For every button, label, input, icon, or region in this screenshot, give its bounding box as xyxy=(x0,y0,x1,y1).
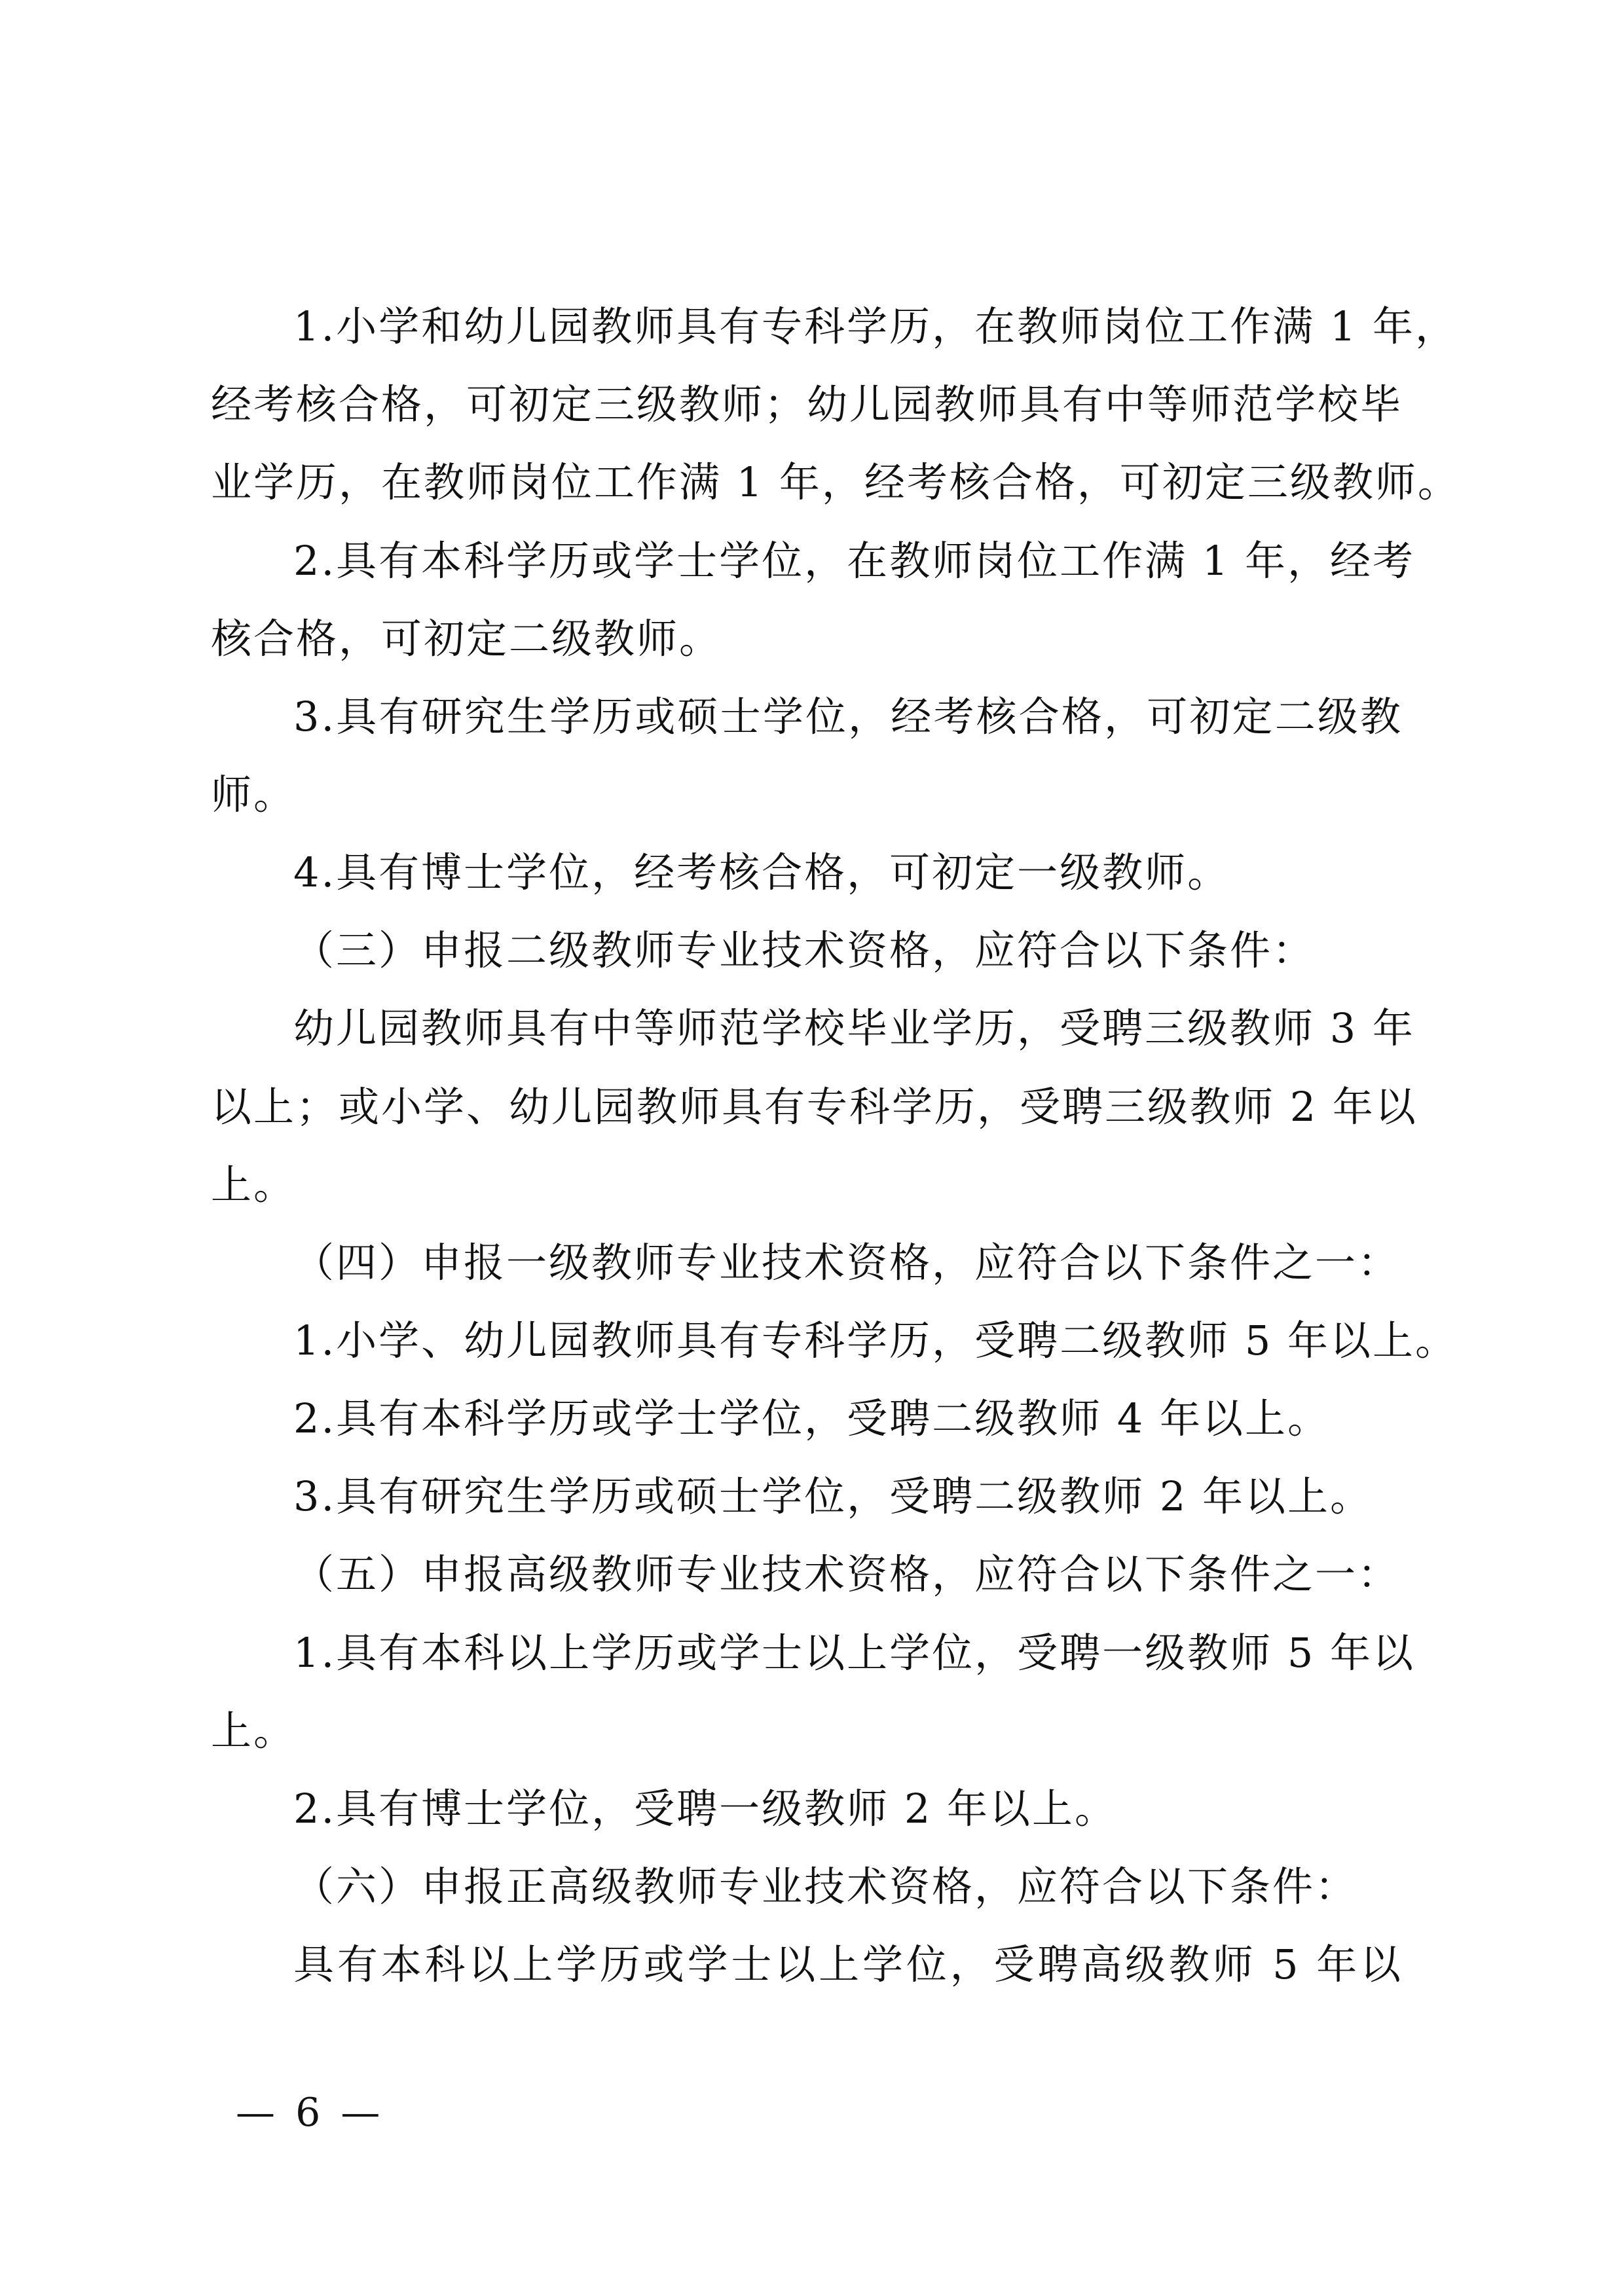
text-line-19: 上。 xyxy=(211,1707,297,1755)
section-heading-6: （六）申报正高级教师专业技术资格，应符合以下条件： xyxy=(293,1863,1358,1910)
text-line-11: 以上；或小学、幼儿园教师具有专科学历，受聘三级教师 2 年以 xyxy=(211,1083,1418,1131)
text-line-18: 1.具有本科以上学历或学士以上学位，受聘一级教师 5 年以 xyxy=(293,1629,1416,1677)
text-line-4: 2.具有本科学历或学士学位，在教师岗位工作满 1 年，经考 xyxy=(293,537,1416,585)
text-line-10: 幼儿园教师具有中等师范学校毕业学历，受聘三级教师 3 年 xyxy=(293,1004,1415,1052)
text-line-2: 经考核合格，可初定三级教师；幼儿园教师具有中等师范学校毕 xyxy=(211,380,1403,428)
text-line-1: 1.小学和幼儿园教师具有专科学历，在教师岗位工作满 1 年， xyxy=(293,302,1458,350)
section-heading-4: （四）申报一级教师专业技术资格，应符合以下条件之一： xyxy=(293,1239,1401,1286)
text-line-7: 师。 xyxy=(211,771,297,818)
text-line-5: 核合格，可初定二级教师。 xyxy=(211,615,722,663)
text-line-15: 2.具有本科学历或学士学位，受聘二级教师 4 年以上。 xyxy=(293,1394,1331,1442)
text-line-12: 上。 xyxy=(211,1161,297,1209)
text-line-20: 2.具有博士学位，受聘一级教师 2 年以上。 xyxy=(293,1785,1118,1832)
text-line-16: 3.具有研究生学历或硕士学位，受聘二级教师 2 年以上。 xyxy=(293,1472,1373,1520)
section-heading-3: （三）申报二级教师专业技术资格，应符合以下条件： xyxy=(293,926,1316,974)
page-number: — 6 — xyxy=(236,2090,384,2136)
text-line-3: 业学历，在教师岗位工作满 1 年，经考核合格，可初定三级教师。 xyxy=(211,458,1460,506)
text-line-6: 3.具有研究生学历或硕士学位，经考核合格，可初定二级教 xyxy=(293,693,1403,740)
text-line-14: 1.小学、幼儿园教师具有专科学历，受聘二级教师 5 年以上。 xyxy=(293,1317,1458,1364)
text-line-8: 4.具有博士学位，经考核合格，可初定一级教师。 xyxy=(293,848,1230,896)
section-heading-5: （五）申报高级教师专业技术资格，应符合以下条件之一： xyxy=(293,1550,1401,1598)
text-line-22: 具有本科以上学历或学士以上学位，受聘高级教师 5 年以 xyxy=(293,1941,1403,1988)
